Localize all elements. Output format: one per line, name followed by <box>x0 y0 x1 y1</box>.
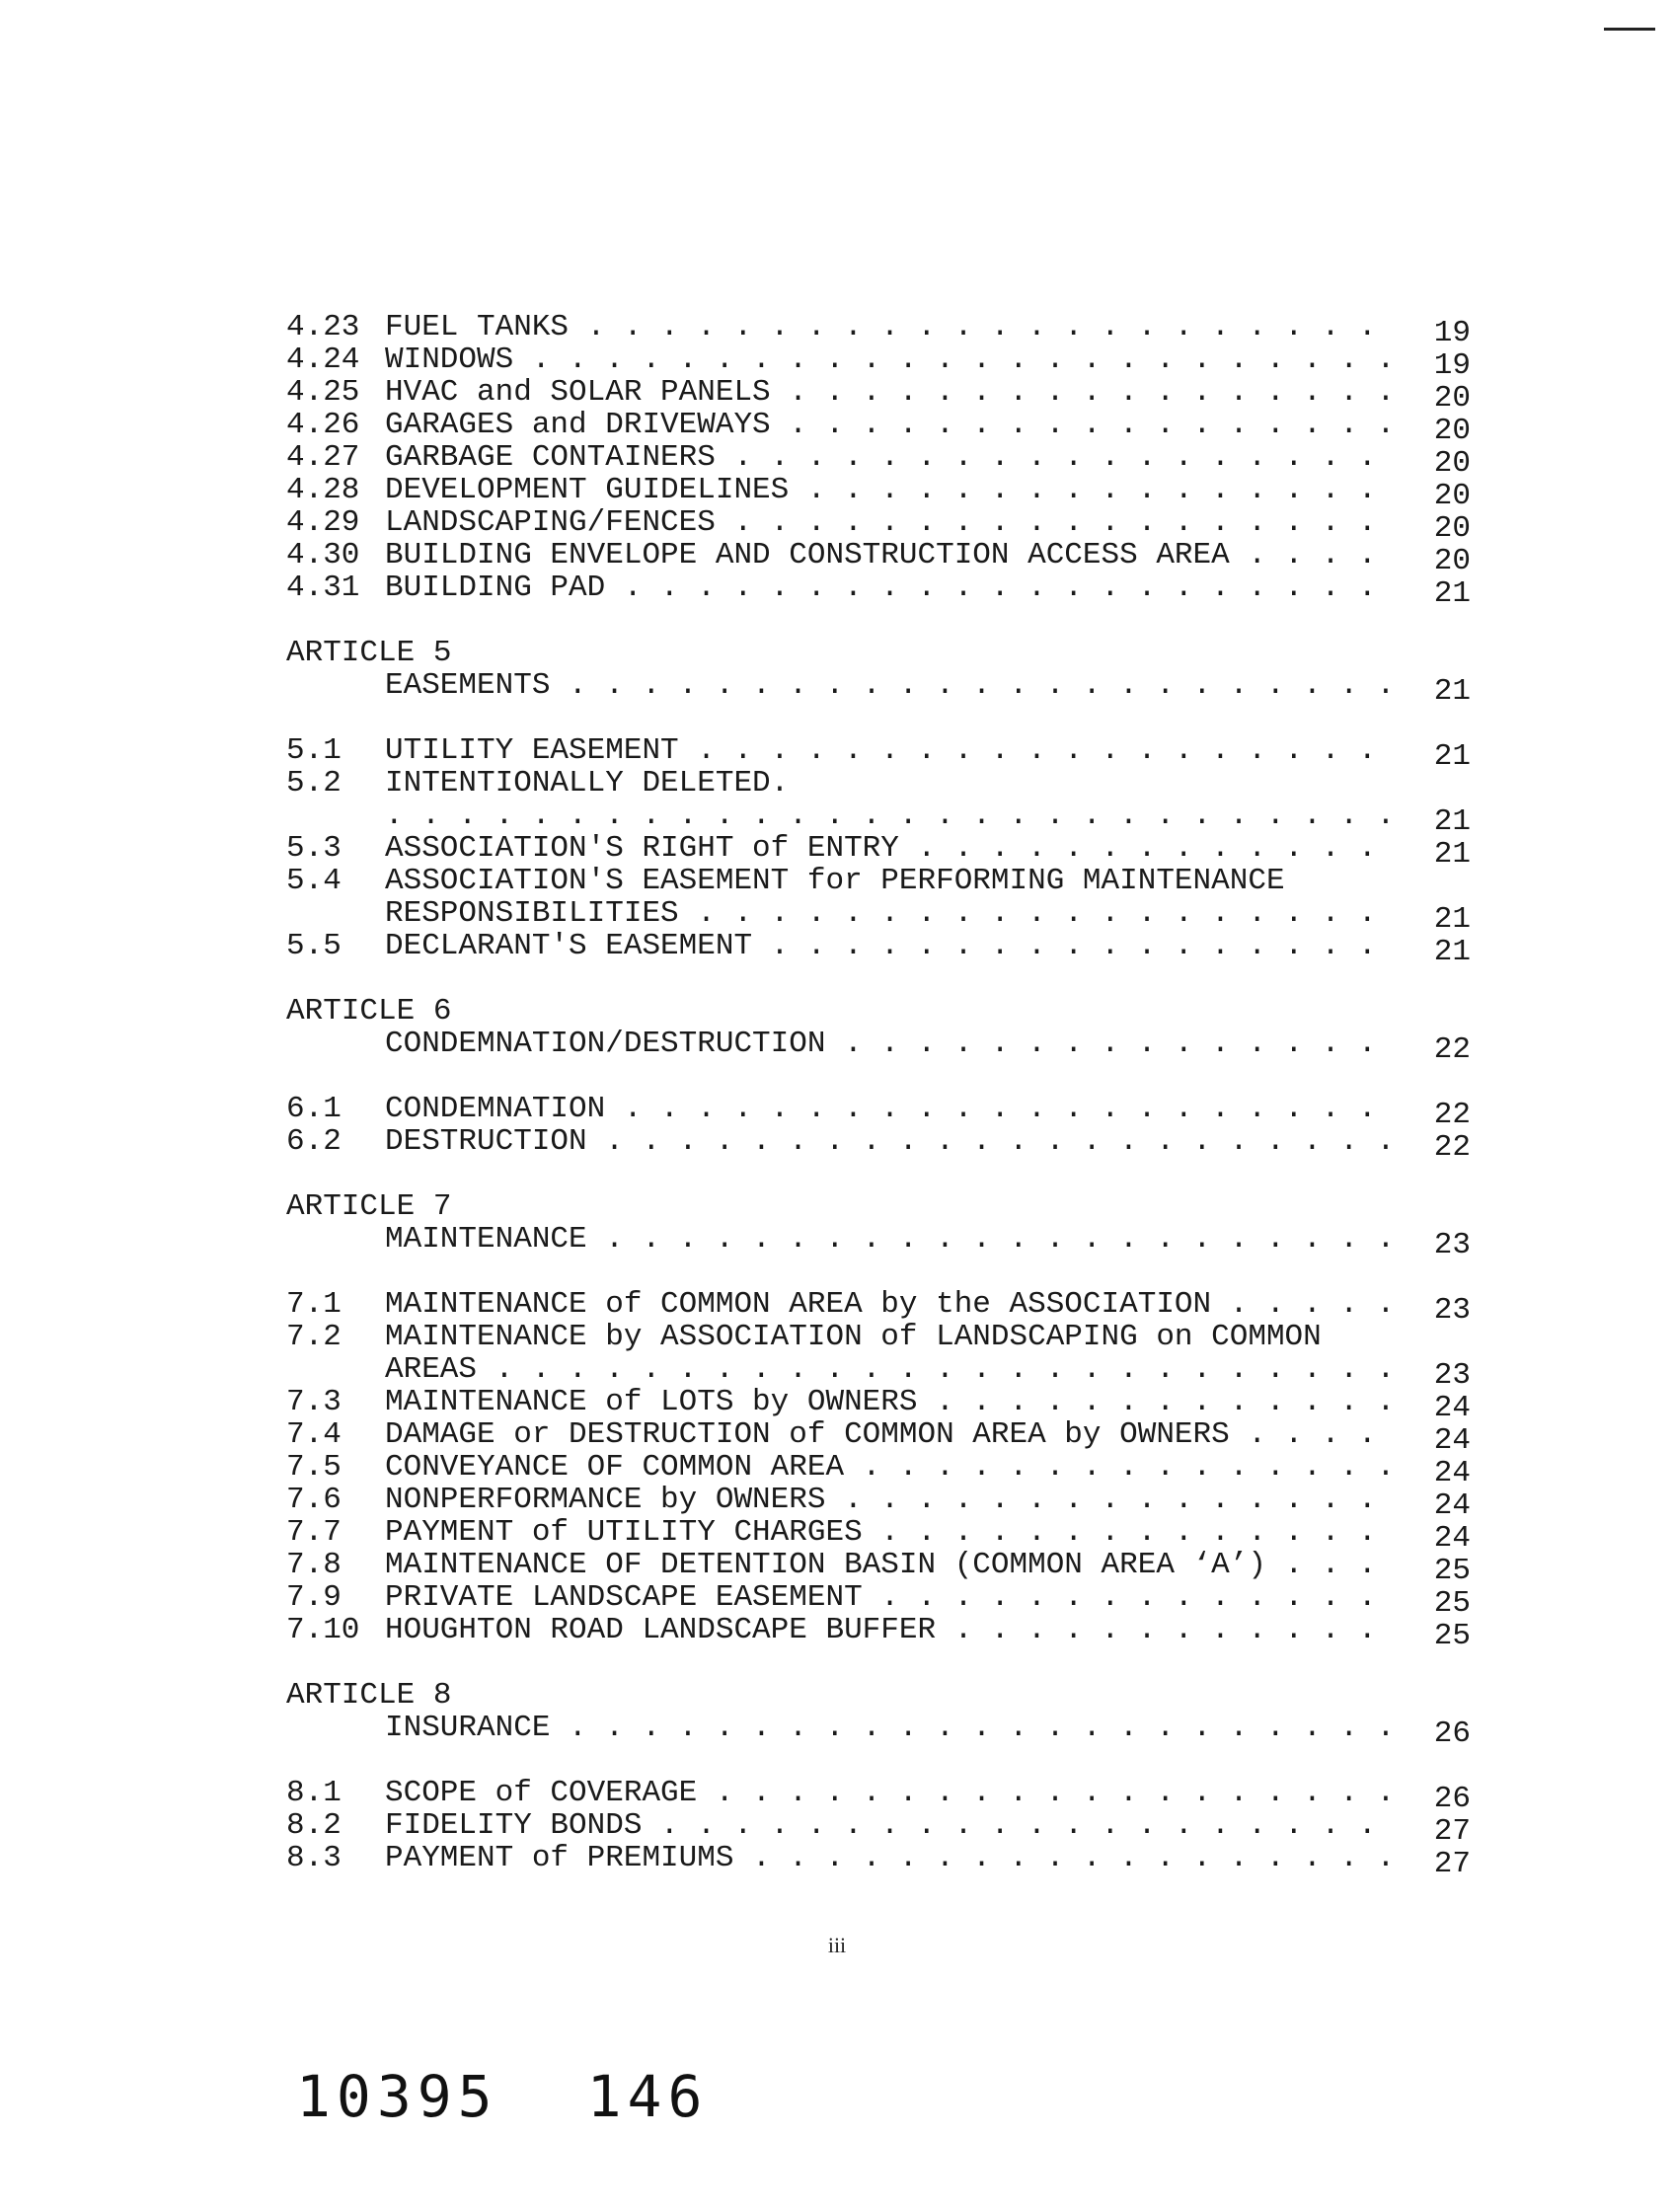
toc-entry <box>286 1712 1471 1751</box>
corner-mark <box>1604 28 1655 31</box>
toc-entry <box>286 571 1471 611</box>
toc-entry <box>286 1417 1471 1458</box>
toc-entry-number: ARTICLE 7 <box>286 1189 452 1224</box>
toc-entry <box>286 1483 1471 1523</box>
toc-entry <box>286 1450 1471 1490</box>
toc-entry <box>286 1353 1471 1393</box>
toc-entry-number: 7.9 <box>286 1580 342 1615</box>
toc-entry-number: 4.30 <box>286 538 360 572</box>
toc-entry-number: 7.4 <box>286 1417 342 1452</box>
toc-entry-page: 22 <box>1433 1098 1471 1132</box>
toc-entry-page: 25 <box>1433 1619 1471 1653</box>
toc-entry-title: HOUGHTON ROAD LANDSCAPE BUFFER . . . <box>385 1614 1392 1646</box>
toc-entry <box>286 733 1471 774</box>
toc-entry-title: FIDELITY BONDS . . . <box>385 1809 1392 1842</box>
toc-entry-number: 7.5 <box>286 1450 342 1485</box>
toc-entry <box>286 1613 1471 1653</box>
toc-entry <box>286 1841 1471 1881</box>
toc-entry-number: 4.31 <box>286 571 360 605</box>
toc-entry-number: 4.28 <box>286 473 360 507</box>
toc-entry <box>286 310 1471 350</box>
toc-entry-page: 24 <box>1433 1391 1471 1425</box>
toc-entry-title: GARAGES and DRIVEWAYS . . . <box>385 409 1392 441</box>
toc-entry-number: 7.8 <box>286 1548 342 1582</box>
toc-entry <box>286 1190 1471 1223</box>
toc-entry-page: 23 <box>1433 1293 1471 1328</box>
toc-entry-title <box>385 800 1392 832</box>
toc-entry-number: 8.3 <box>286 1841 342 1875</box>
toc-entry-page: 20 <box>1433 414 1471 448</box>
toc-entry-number: ARTICLE 8 <box>286 1678 452 1713</box>
toc-entry <box>286 1548 1471 1588</box>
toc-entry-page: 24 <box>1433 1423 1471 1458</box>
toc-entry <box>286 1515 1471 1556</box>
toc-entry-page: 21 <box>1433 837 1471 872</box>
toc-entry <box>286 865 1471 897</box>
toc-entry <box>286 995 1471 1028</box>
toc-entry-title: UTILITY EASEMENT . . . <box>385 734 1392 767</box>
toc-entry <box>286 1679 1471 1712</box>
toc-entry <box>286 440 1471 481</box>
toc-entry-page: 20 <box>1433 479 1471 513</box>
toc-entry <box>286 1124 1471 1165</box>
toc-entry <box>286 800 1471 839</box>
toc-entry-title: ASSOCIATION'S RIGHT of ENTRY . . . <box>385 832 1392 865</box>
toc-entry-number: 7.3 <box>286 1385 342 1419</box>
toc-entry <box>286 408 1471 448</box>
toc-entry-page: 26 <box>1433 1782 1471 1816</box>
toc-entry-title: MAINTENANCE by ASSOCIATION of LANDSCAPING on COMMON <box>385 1321 1322 1353</box>
toc-entry-number: 5.2 <box>286 766 342 801</box>
toc-entry-title: NONPERFORMANCE by OWNERS . . . <box>385 1484 1392 1516</box>
toc-entry-title: FUEL TANKS . . . <box>385 311 1392 343</box>
toc-entry-number: 4.24 <box>286 343 360 377</box>
toc-entry-title: PRIVATE LANDSCAPE EASEMENT . . . <box>385 1581 1392 1614</box>
toc-entry-title: CONDEMNATION/DESTRUCTION . . . <box>385 1028 1392 1060</box>
toc-entry-number: 7.1 <box>286 1287 342 1322</box>
toc-entry-title: MAINTENANCE of LOTS by OWNERS . . . <box>385 1386 1392 1418</box>
toc-entry-title: MAINTENANCE of COMMON AREA by the ASSOCIATION . . . <box>385 1288 1392 1321</box>
toc-entry-page: 21 <box>1433 674 1471 709</box>
toc-entry-number: 7.2 <box>286 1320 342 1354</box>
recording-page-number: 146 <box>586 2063 709 2130</box>
toc-entry-title: AREAS . . . <box>385 1353 1392 1386</box>
toc-entry-title: LANDSCAPING/FENCES . . . <box>385 506 1392 539</box>
toc-entry <box>286 1808 1471 1849</box>
toc-entry <box>286 473 1471 513</box>
toc-entry-number: 7.7 <box>286 1515 342 1550</box>
toc-entry-page: 20 <box>1433 381 1471 416</box>
toc-entry-title: HVAC and SOLAR PANELS . . . <box>385 376 1392 409</box>
toc-entry-title: DESTRUCTION . . . <box>385 1125 1392 1158</box>
toc-entry-page: 21 <box>1433 576 1471 611</box>
toc-entry-title: RESPONSIBILITIES . . . <box>385 897 1392 930</box>
toc-entry-page: 19 <box>1433 348 1471 383</box>
toc-entry-title: BUILDING ENVELOPE AND CONSTRUCTION ACCESS AREA . . . <box>385 539 1392 572</box>
toc-entry-page: 23 <box>1433 1358 1471 1393</box>
toc-entry-title: DAMAGE or DESTRUCTION of COMMON AREA by OWNERS . . . <box>385 1418 1392 1451</box>
toc-entry-number: 7.6 <box>286 1483 342 1517</box>
toc-entry <box>286 1385 1471 1425</box>
toc-entry-title: PAYMENT of PREMIUMS . . . <box>385 1842 1392 1874</box>
toc-entry-number: 4.26 <box>286 408 360 442</box>
toc-entry <box>286 1321 1471 1353</box>
toc-entry <box>286 1287 1471 1328</box>
toc-entry <box>286 929 1471 969</box>
toc-entry <box>286 1776 1471 1816</box>
toc-entry <box>286 767 1471 800</box>
toc-entry-page: 27 <box>1433 1847 1471 1881</box>
toc-entry-title: GARBAGE CONTAINERS . . . <box>385 441 1392 474</box>
toc-entry-number: 6.1 <box>286 1092 342 1126</box>
toc-entry <box>286 897 1471 937</box>
page-number: iii <box>827 1933 847 1957</box>
toc-entry-number: ARTICLE 5 <box>286 636 452 670</box>
toc-entry-page: 27 <box>1433 1814 1471 1849</box>
toc-entry-title: PAYMENT of UTILITY CHARGES . . . <box>385 1516 1392 1549</box>
toc-entry <box>286 343 1471 383</box>
toc-entry <box>286 1580 1471 1621</box>
toc-entry-number: 5.4 <box>286 864 342 898</box>
toc-entry <box>286 669 1471 709</box>
toc-entry-page: 22 <box>1433 1130 1471 1165</box>
toc-entry-number: 5.1 <box>286 733 342 768</box>
toc-entry-number: 5.3 <box>286 831 342 866</box>
toc-entry-number: 6.2 <box>286 1124 342 1159</box>
toc-entry-number: 8.2 <box>286 1808 342 1843</box>
toc-entry-page: 20 <box>1433 544 1471 578</box>
toc-entry <box>286 375 1471 416</box>
toc-entry-page: 26 <box>1433 1716 1471 1751</box>
toc-entry-page: 25 <box>1433 1586 1471 1621</box>
toc-entry-number: 8.1 <box>286 1776 342 1810</box>
toc-entry-page: 21 <box>1433 902 1471 937</box>
toc-entry-page: 22 <box>1433 1032 1471 1067</box>
toc-entry-title: INTENTIONALLY DELETED. <box>385 767 790 800</box>
toc-entry <box>286 831 1471 872</box>
toc-entry-title: BUILDING PAD . . . <box>385 572 1392 604</box>
recording-book-number: 10395 <box>296 2063 498 2130</box>
toc-entry-title: ASSOCIATION'S EASEMENT for PERFORMING MAINTENANCE <box>385 865 1285 897</box>
toc-entry-page: 21 <box>1433 804 1471 839</box>
toc-entry-title: CONVEYANCE OF COMMON AREA . . . <box>385 1451 1392 1484</box>
toc-entry-title: MAINTENANCE . . . <box>385 1223 1392 1256</box>
toc-entry-title: SCOPE of COVERAGE . . . <box>385 1777 1392 1809</box>
toc-entry <box>286 505 1471 546</box>
toc-entry-page: 21 <box>1433 935 1471 969</box>
toc-entry-title: MAINTENANCE OF DETENTION BASIN (COMMON AREA ‘A’) . . . <box>385 1549 1392 1581</box>
toc-entry-title: DECLARANT'S EASEMENT . . . <box>385 930 1392 962</box>
toc-entry-page: 20 <box>1433 511 1471 546</box>
toc-entry-title: WINDOWS . . . <box>385 343 1392 376</box>
toc-entry-number: ARTICLE 6 <box>286 994 452 1029</box>
toc-entry-page: 21 <box>1433 739 1471 774</box>
toc-entry-number: 5.5 <box>286 929 342 963</box>
toc-entry-number: 4.27 <box>286 440 360 475</box>
toc-entry-page: 24 <box>1433 1488 1471 1523</box>
toc-entry <box>286 538 1471 578</box>
toc-entry <box>286 1028 1471 1067</box>
toc-entry <box>286 637 1471 669</box>
toc-entry-page: 23 <box>1433 1228 1471 1262</box>
toc-entry-number: 4.29 <box>286 505 360 540</box>
table-of-contents <box>286 310 1471 1881</box>
toc-entry <box>286 1092 1471 1132</box>
toc-entry-page: 20 <box>1433 446 1471 481</box>
toc-entry-page: 24 <box>1433 1456 1471 1490</box>
toc-entry-title: INSURANCE . . . <box>385 1712 1392 1744</box>
toc-entry-page: 19 <box>1433 316 1471 350</box>
toc-entry-page: 25 <box>1433 1554 1471 1588</box>
recording-stamp <box>296 2063 708 2130</box>
toc-entry-title: CONDEMNATION . . . <box>385 1093 1392 1125</box>
toc-entry <box>286 1223 1471 1262</box>
toc-entry-title: DEVELOPMENT GUIDELINES . . . <box>385 474 1392 506</box>
toc-entry-page: 24 <box>1433 1521 1471 1556</box>
toc-entry-title: EASEMENTS . . . <box>385 669 1392 702</box>
toc-entry-number: 4.25 <box>286 375 360 410</box>
toc-entry-number: 4.23 <box>286 310 360 344</box>
toc-entry-number: 7.10 <box>286 1613 360 1647</box>
